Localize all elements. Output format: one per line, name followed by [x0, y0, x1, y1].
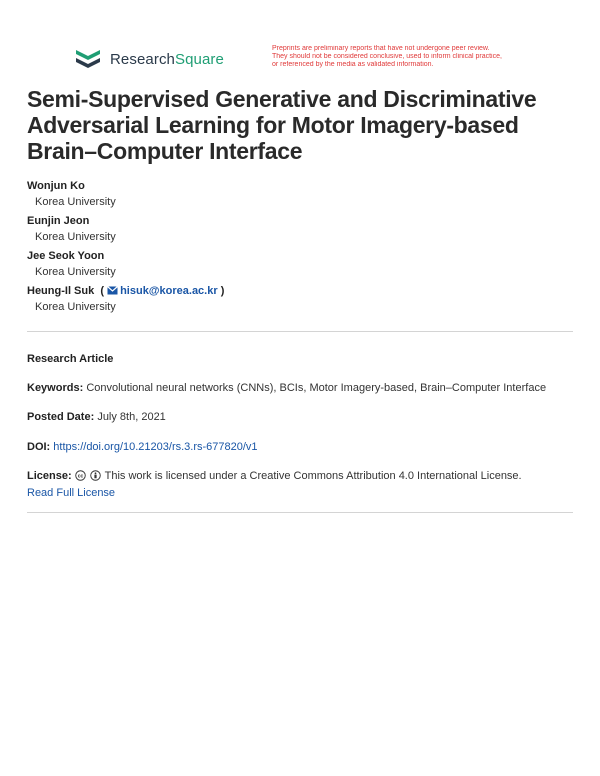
- attribution-icon: [90, 470, 101, 481]
- research-square-logo[interactable]: [74, 47, 224, 71]
- research-square-logo-icon: [74, 48, 102, 70]
- posted-date-value: July 8th, 2021: [97, 411, 166, 423]
- author-name: Wonjun Ko: [27, 180, 85, 192]
- keywords-value: Convolutional neural networks (CNNs), BCIs, Motor Imagery-based, Brain–Computer Interface: [86, 382, 547, 394]
- author-affiliation: Korea University: [35, 266, 116, 278]
- preprint-disclaimer: [272, 45, 572, 69]
- author-name: Eunjin Jeon: [27, 215, 90, 227]
- author-entry: [27, 178, 572, 211]
- article-type: Research Article: [27, 353, 114, 365]
- author-entry: Heung-Il Suk ( hisuk@korea.ac.kr ) Korea University: [27, 283, 572, 316]
- cc-icon: [75, 470, 86, 481]
- license-label: License:: [27, 470, 72, 482]
- author-entry: [27, 213, 572, 246]
- brand-name-part1: Research: [110, 50, 175, 68]
- divider-bottom: [27, 512, 573, 513]
- doi-label: DOI:: [27, 441, 51, 453]
- author-name: Jee Seok Yoon: [27, 250, 105, 262]
- author-name: Heung-Il Suk: [27, 285, 95, 297]
- doi-link[interactable]: https://doi.org/10.21203/rs.3.rs-677820/v1: [53, 441, 258, 453]
- posted-date-label: Posted Date:: [27, 411, 95, 423]
- disclaimer-line-1: Preprints are preliminary reports that have not undergone peer review.: [272, 45, 490, 52]
- brand-name-part2: Square: [175, 50, 224, 68]
- paper-title: Semi-Supervised Generative and Discriminative Adversarial Learning for Motor Imagery-based Brain–Computer Interface: [27, 86, 537, 164]
- doi-row: [27, 439, 573, 456]
- license-text: This work is licensed under a Creative Commons Attribution 4.0 International License.: [104, 470, 522, 482]
- author-list: [27, 178, 572, 318]
- divider-top: [27, 331, 573, 332]
- author-affiliation: Korea University: [35, 301, 116, 313]
- keywords-row: [27, 380, 573, 397]
- posted-date-row: [27, 409, 573, 426]
- author-email-link[interactable]: [107, 285, 218, 297]
- keywords-label: Keywords:: [27, 382, 84, 394]
- read-full-license-link[interactable]: Read Full License: [27, 487, 116, 499]
- author-affiliation: Korea University: [35, 196, 116, 208]
- envelope-icon: [107, 286, 118, 295]
- disclaimer-line-2: They should not be considered conclusive, used to inform clinical practice,: [272, 53, 502, 60]
- author-affiliation: Korea University: [35, 231, 116, 243]
- disclaimer-line-3: or referenced by the media as validated information.: [272, 61, 434, 68]
- svg-text:cc: cc: [77, 473, 84, 480]
- author-entry: [27, 248, 572, 281]
- author-email: hisuk@korea.ac.kr: [120, 285, 218, 297]
- license-row: [27, 468, 573, 502]
